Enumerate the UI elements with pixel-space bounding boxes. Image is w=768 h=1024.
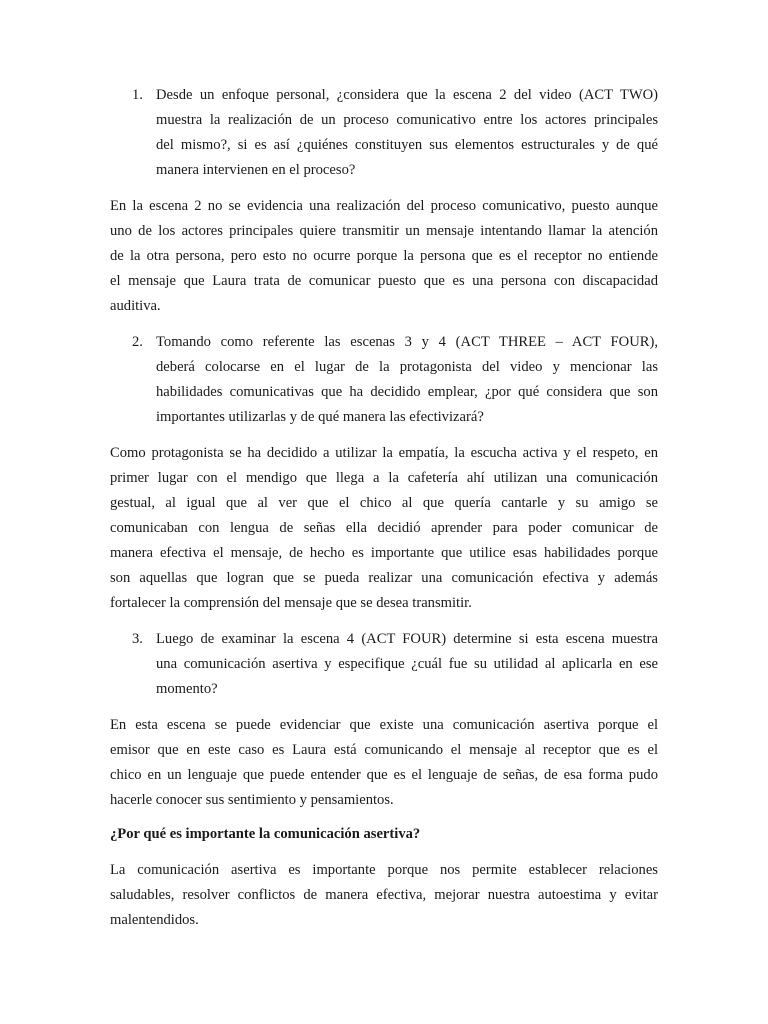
answer-line: hacerle conocer sus sentimiento y pensamientos.: [110, 792, 394, 808]
question-line: habilidades comunicativas que ha decidido emplear, ¿por qué considera que son: [156, 384, 658, 400]
question-line: Tomando como referente las escenas 3 y 4 (ACT THREE – ACT FOUR),: [156, 334, 658, 350]
question-line: momento?: [156, 681, 218, 697]
section-heading: ¿Por qué es importante la comunicación asertiva?: [110, 826, 421, 842]
answer-line: Como protagonista se ha decidido a utilizar la empatía, la escucha activa y el respeto, en: [110, 445, 658, 461]
question-line: muestra la realización de un proceso comunicativo entre los actores principales: [156, 112, 658, 128]
question-line: Desde un enfoque personal, ¿considera que la escena 2 del video (ACT TWO): [156, 87, 658, 103]
question-line: del mismo?, si es así ¿quiénes constituyen sus elementos estructurales y de qué: [156, 137, 658, 153]
question-number: 2.: [132, 334, 143, 350]
answer-line: gestual, al igual que al ver que el chico al que quería cantarle y su amigo se: [110, 495, 658, 511]
answer-line: uno de los actores principales quiere transmitir un mensaje intentando llamar la atención: [110, 223, 658, 239]
paragraph-line: malentendidos.: [110, 912, 199, 928]
answer-line: emisor que en este caso es Laura está comunicando el mensaje al receptor que es el: [110, 742, 658, 758]
answer-line: fortalecer la comprensión del mensaje que se desea transmitir.: [110, 595, 472, 611]
answer-line: primer lugar con el mendigo que llega a la cafetería ahí utilizan una comunicación: [110, 470, 658, 486]
paragraph-line: La comunicación asertiva es importante porque nos permite establecer relaciones: [110, 862, 658, 878]
answer-line: de la otra persona, pero esto no ocurre porque la persona que es el receptor no entiende: [110, 248, 658, 264]
question-line: una comunicación asertiva y especifique ¿cuál fue su utilidad al aplicarla en ese: [156, 656, 658, 672]
question-line: Luego de examinar la escena 4 (ACT FOUR) determine si esta escena muestra: [156, 631, 658, 647]
question-line: manera intervienen en el proceso?: [156, 162, 356, 178]
answer-line: son aquellas que logran que se pueda realizar una comunicación efectiva y además: [110, 570, 658, 586]
question-number: 3.: [132, 631, 143, 647]
answer-line: auditiva.: [110, 298, 161, 314]
answer-line: En esta escena se puede evidenciar que existe una comunicación asertiva porque el: [110, 717, 658, 733]
question-line: importantes utilizarlas y de qué manera las efectivizará?: [156, 409, 484, 425]
answer-line: En la escena 2 no se evidencia una realización del proceso comunicativo, puesto aunque: [110, 198, 658, 214]
answer-line: comunicaban con lengua de señas ella decidió aprender para poder comunicar de: [110, 520, 658, 536]
question-number: 1.: [132, 87, 143, 103]
answer-line: el mensaje que Laura trata de comunicar puesto que es una persona con discapacidad: [110, 273, 658, 289]
answer-line: chico en un lenguaje que puede entender que es el lenguaje de señas, de esa forma pudo: [110, 767, 658, 783]
question-line: deberá colocarse en el lugar de la protagonista del video y mencionar las: [156, 359, 658, 375]
answer-line: manera efectiva el mensaje, de hecho es importante que utilice esas habilidades porque: [110, 545, 658, 561]
paragraph-line: saludables, resolver conflictos de manera efectiva, mejorar nuestra autoestima y evitar: [110, 887, 658, 903]
